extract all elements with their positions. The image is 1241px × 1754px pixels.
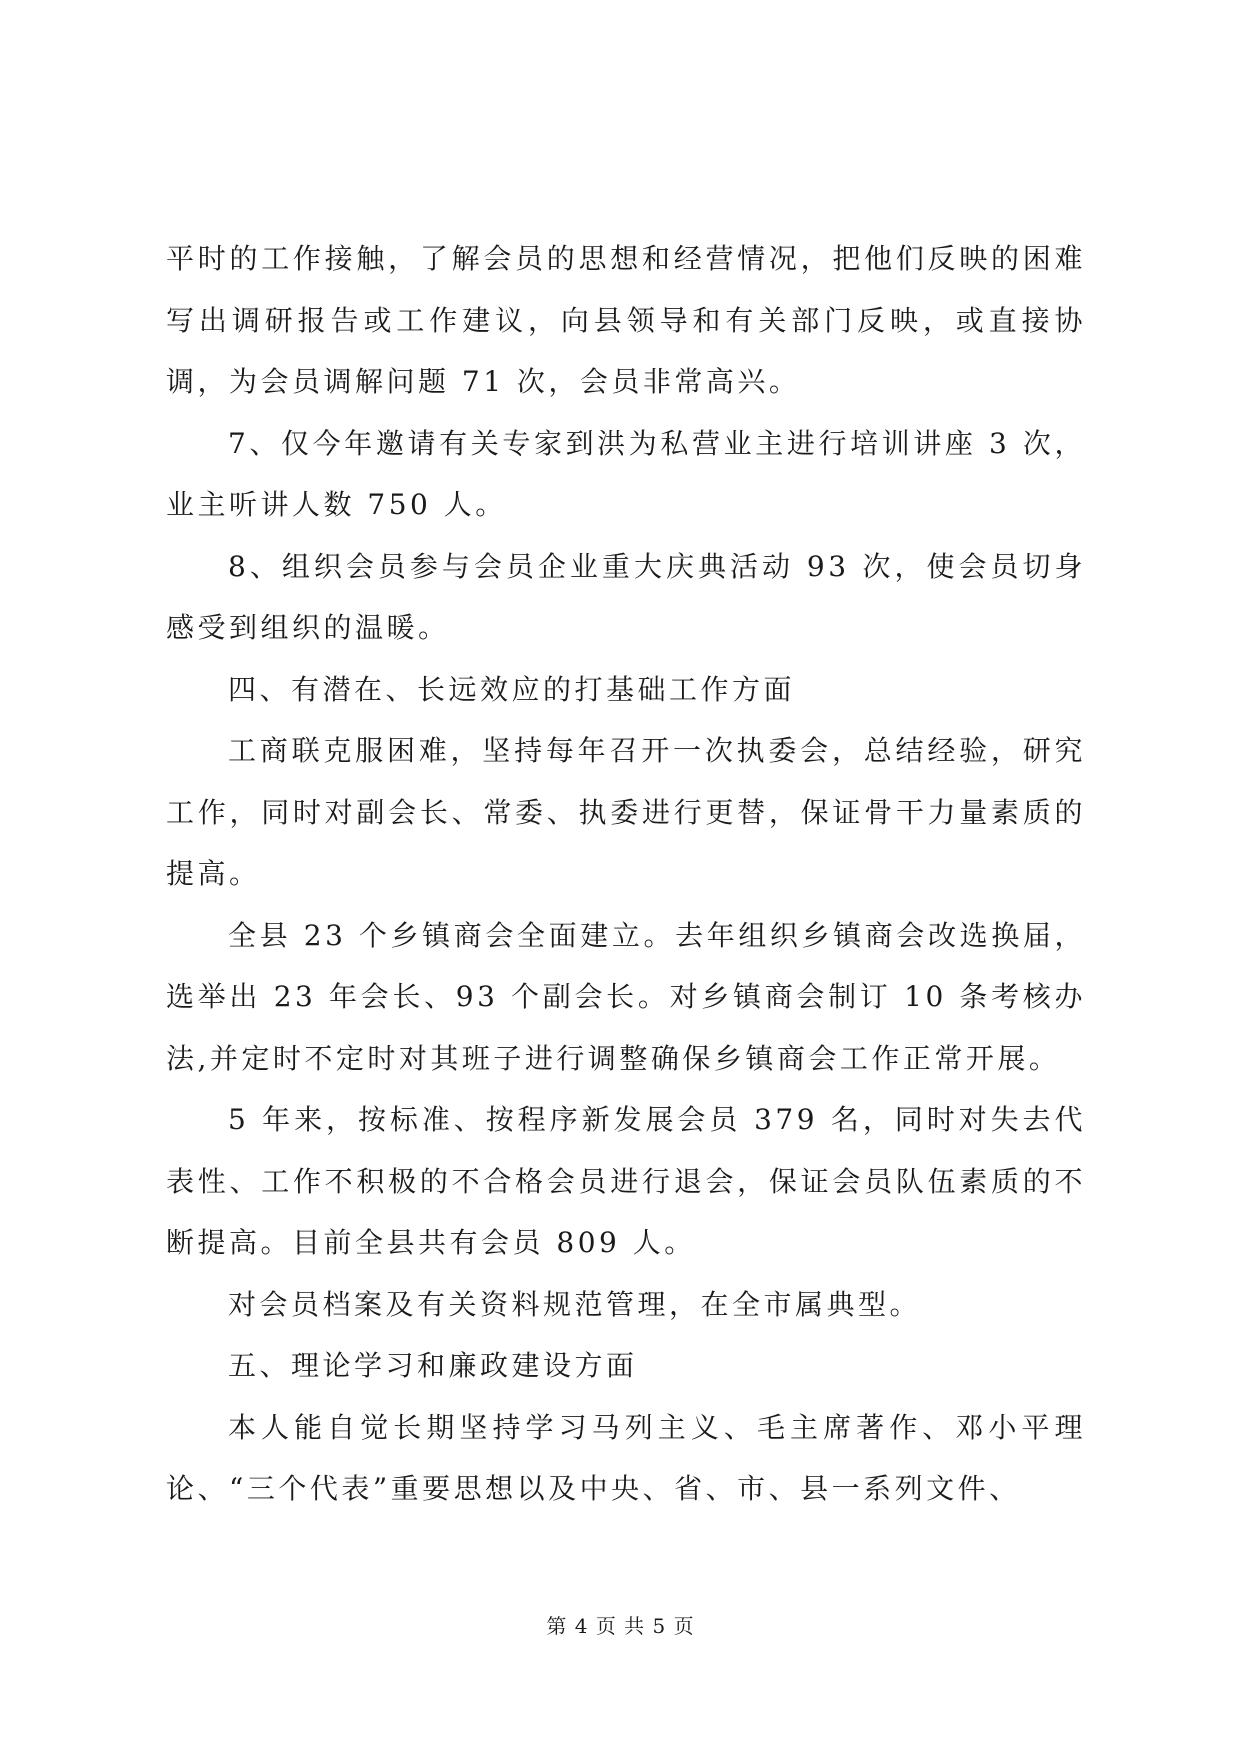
paragraph-study: 本人能自觉长期坚持学习马列主义、毛主席著作、邓小平理论、“三个代表”重要思想以及中央、省、市、县一系列文件、 [166,1410,1086,1505]
page-footer: 第 4 页 共 5 页 [546,1614,695,1638]
paragraph-membership: 5 年来，按标准、按程序新发展会员 379 名，同时对失去代表性、工作不积极的不合格会员进行退会，保证会员队伍素质的不断提高。目前全县共有会员 809 人。 [166,1103,1086,1259]
paragraph-item-8: 8、组织会员参与会员企业重大庆典活动 93 次，使会员切身感受到组织的温暖。 [166,549,1086,644]
section-heading-4: 四、有潜在、长远效应的打基础工作方面 [228,672,796,706]
paragraph-executive-committee: 工商联克服困难，坚持每年召开一次执委会，总结经验，研究工作，同时对副会长、常委、执委进行更替，保证骨干力量素质的提高。 [166,734,1086,890]
paragraph-continued: 平时的工作接触，了解会员的思想和经营情况，把他们反映的困难写出调研报告或工作建议，向县领导和有关部门反映，或直接协调，为会员调解问题 71 次，会员非常高兴。 [166,242,1086,398]
paragraph-archives: 对会员档案及有关资料规范管理，在全市属典型。 [228,1287,922,1321]
section-heading-5: 五、理论学习和廉政建设方面 [228,1349,638,1382]
document-body [166,228,1086,1520]
paragraph-item-7: 7、仅今年邀请有关专家到洪为私营业主进行培训讲座 3 次，业主听讲人数 750 人。 [166,426,1086,521]
paragraph-township-chambers: 全县 23 个乡镇商会全面建立。去年组织乡镇商会改选换届，选举出 23 年会长、93 个副会长。对乡镇商会制订 10 条考核办法,并定时不定时对其班子进行调整确保乡镇商会工作正常开展。 [166,918,1086,1075]
